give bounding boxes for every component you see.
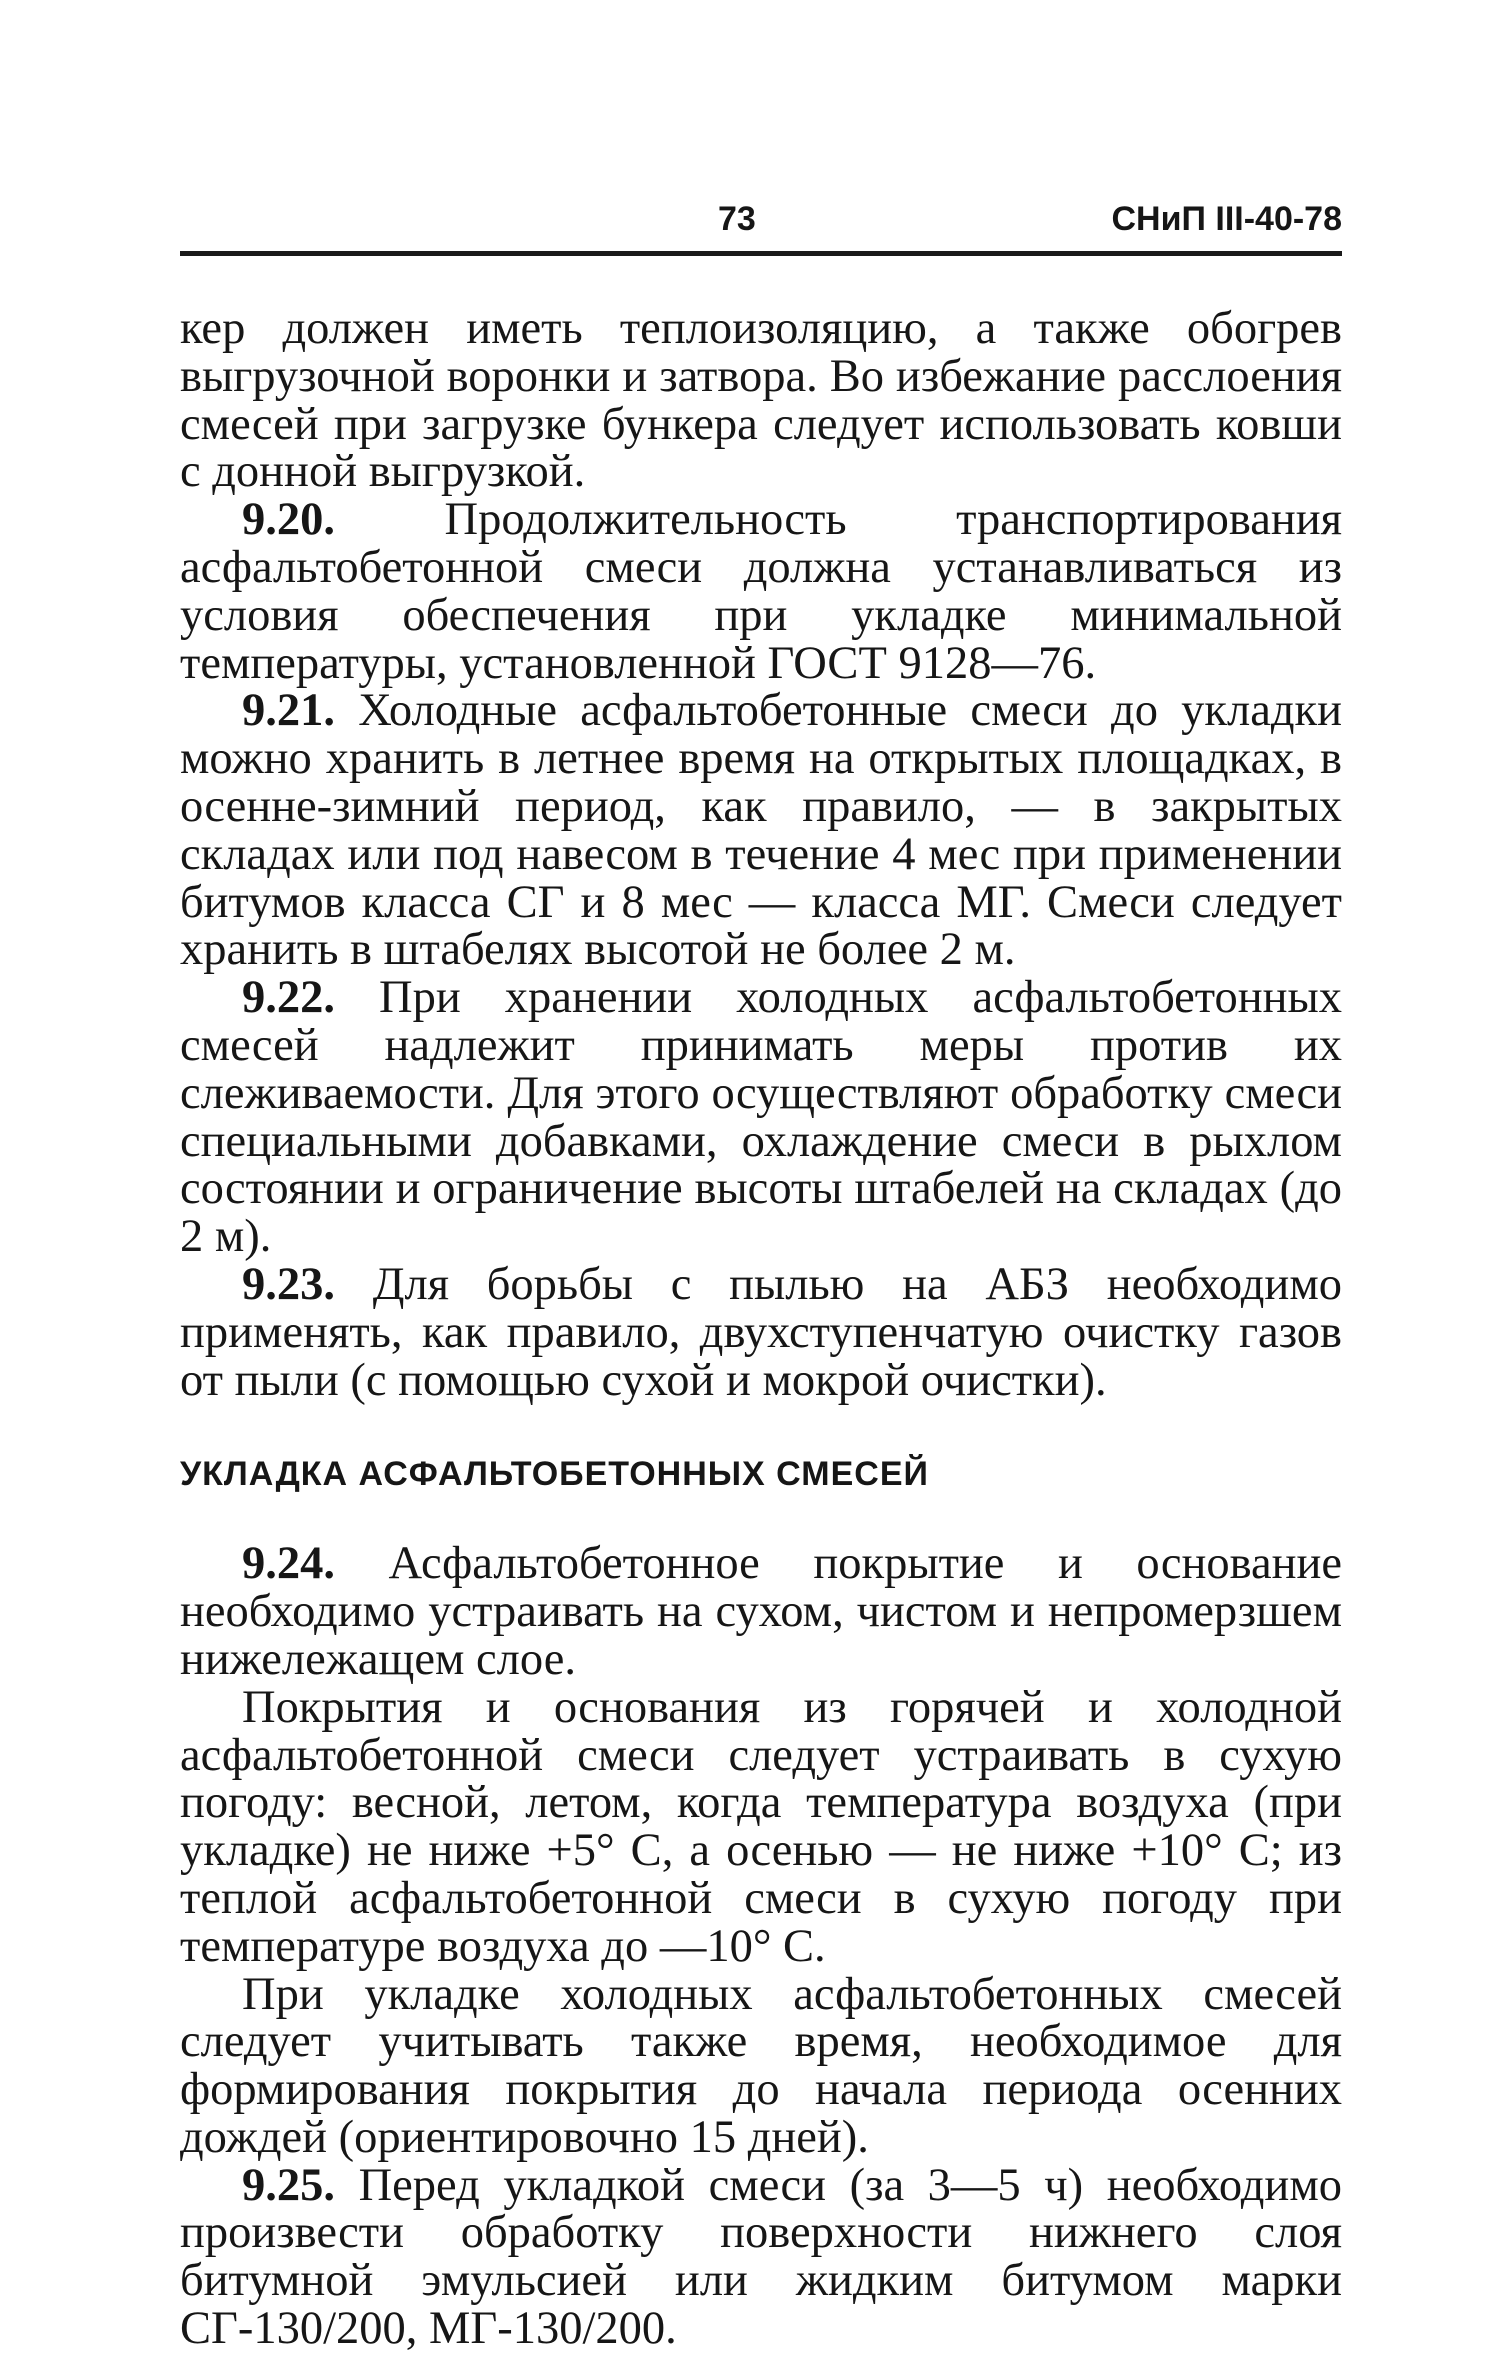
- paragraph-text: Для борьбы с пылью на АБЗ необходимо применять, как правило, двухступенчатую очистку газов от пыли (с помощью сухой и мокрой очистки).: [180, 1258, 1342, 1406]
- paragraph-number: 9.25.: [242, 2159, 335, 2211]
- paragraph-number: 9.21.: [242, 685, 335, 737]
- paragraph-9-20: [180, 496, 1342, 687]
- paragraph-text: Асфальтобетонное покрытие и основание необходимо устраивать на сухом, чистом и непромерзшем нижележащем слое.: [180, 1538, 1342, 1685]
- paragraph-9-23: [180, 1258, 1342, 1406]
- body-text: [180, 305, 1342, 2353]
- paragraph-number: 9.23.: [242, 1258, 335, 1310]
- header-rule: [180, 251, 1342, 256]
- paragraph-9-22: [180, 974, 1342, 1261]
- paragraph-text: кер должен иметь теплоизоляцию, а также обогрев выгрузочной воронки и затвора. Во избежание расслоения смесей при загрузке бункера следует использовать ковши с донной выгрузкой.: [180, 303, 1342, 498]
- paragraph-9-21: [180, 687, 1342, 974]
- paragraph-text: Продолжительность транспортирования асфальтобетонной смеси должна устанавливаться из условия обеспечения при укладке минимальной температуры, установленной ГОСТ 9128—76.: [180, 494, 1342, 689]
- paragraph-weather-conditions: [180, 1681, 1342, 1972]
- paragraph-number: 9.20.: [242, 494, 335, 546]
- paragraph-text: При хранении холодных асфальтобетонных смесей надлежит принимать меры против их слеживаемости. Для этого осуществляют обработку смеси специальными добавками, охлаждение смеси в рыхлом состоянии и ограничение высоты штабелей на складах (до 2 м).: [180, 972, 1342, 1263]
- page-number: 73: [718, 200, 756, 238]
- section-heading: УКЛАДКА АСФАЛЬТОБЕТОННЫХ СМЕСЕЙ: [180, 1455, 929, 1494]
- paragraph-9-25: [180, 2159, 1342, 2355]
- document-code: СНиП III-40-78: [1111, 200, 1342, 238]
- paragraph-number: 9.22.: [242, 972, 335, 1024]
- paragraph-continuation: [180, 305, 1342, 496]
- paragraph-9-24: [180, 1540, 1342, 1683]
- paragraph-cold-mix-timing: [180, 1968, 1342, 2163]
- paragraph-text: Холодные асфальтобетонные смеси до укладки можно хранить в летнее время на открытых площадках, в осенне-зимний период, как правило, — в закрытых складах или под навесом в течение 4 мес при применении битумов класса СГ и 8 мес — класса МГ. Смеси следует хранить в штабелях высотой не более 2 м.: [180, 685, 1342, 976]
- page-header: [180, 200, 1342, 250]
- paragraph-number: 9.24.: [242, 1538, 335, 1590]
- paragraph-text: Покрытия и основания из горячей и холодной асфальтобетонной смеси следует устраивать в сухую погоду: весной, летом, когда температура воздуха (при укладке) не ниже +5° С, а осенью — не ниже +10° С; из теплой асфальтобетонной смеси в сухую погоду при температуре воздуха до —10° С.: [180, 1681, 1342, 1972]
- paragraph-text: Перед укладкой смеси (за 3—5 ч) необходимо произвести обработку поверхности нижнего слоя битумной эмульсией или жидким битумом марки СГ-130/200, МГ-130/200.: [180, 2159, 1342, 2355]
- paragraph-text: При укладке холодных асфальтобетонных смесей следует учитывать также время, необходимое для формирования покрытия до начала периода осенних дождей (ориентировочно 15 дней).: [180, 1968, 1342, 2163]
